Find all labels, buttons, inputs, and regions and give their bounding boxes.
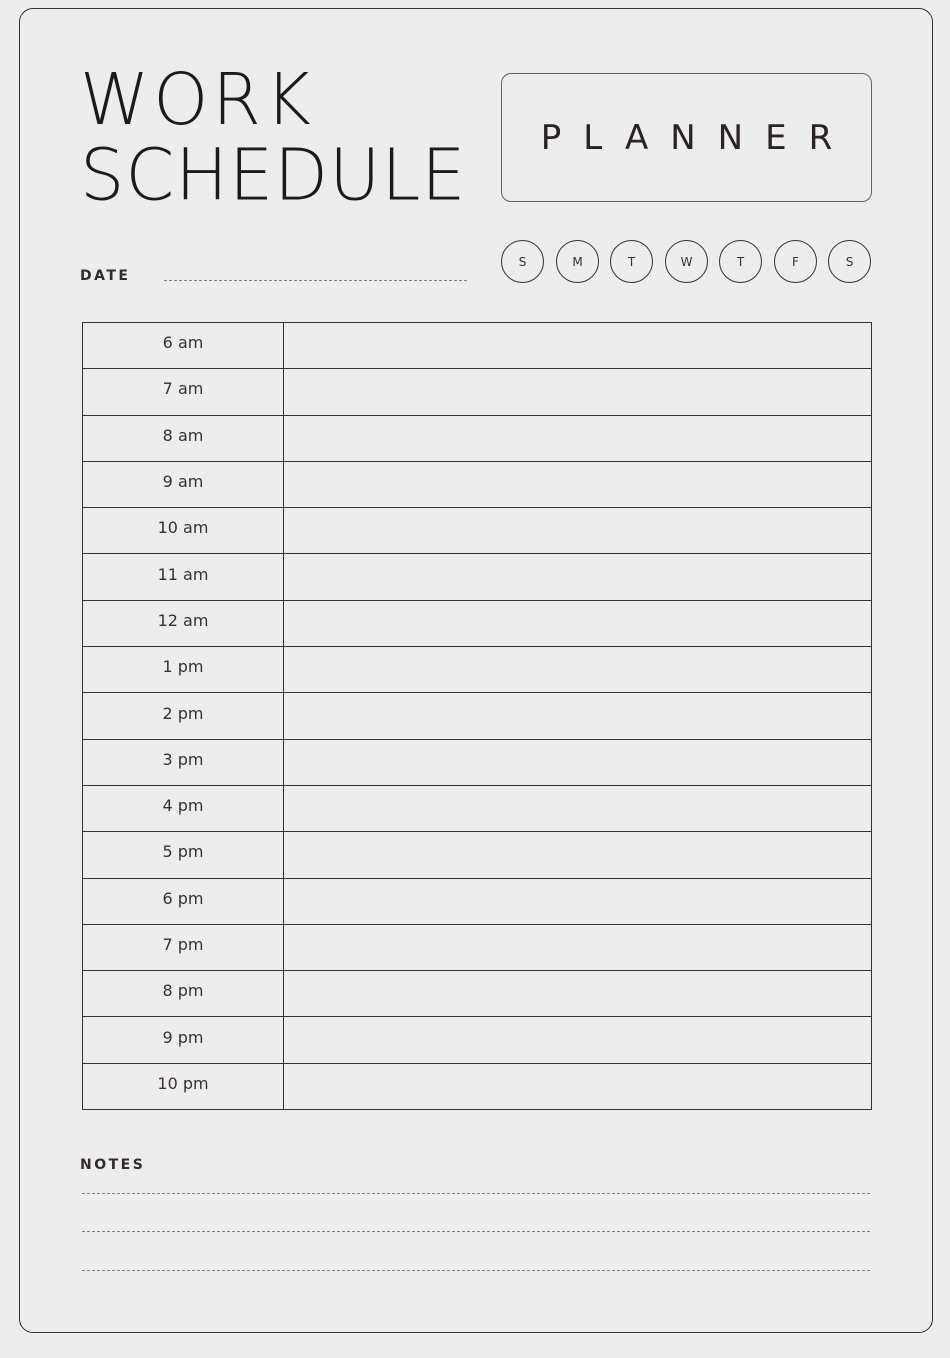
time-slot-label: 6 am: [83, 323, 284, 369]
schedule-row: [83, 693, 872, 739]
time-slot-label: 5 pm: [83, 832, 284, 878]
schedule-table: [82, 322, 872, 1110]
title-line-1: WORK: [80, 57, 315, 142]
notes-line[interactable]: [82, 1231, 870, 1232]
time-slot-label: 10 pm: [83, 1063, 284, 1109]
time-slot-label: 4 pm: [83, 785, 284, 831]
schedule-row: [83, 461, 872, 507]
weekday-selector: [501, 240, 872, 285]
time-slot-label: 2 pm: [83, 693, 284, 739]
schedule-row: [83, 924, 872, 970]
schedule-row: [83, 739, 872, 785]
schedule-entry-cell[interactable]: [284, 554, 872, 600]
planner-badge-label: PLANNER: [540, 117, 855, 158]
schedule-entry-cell[interactable]: [284, 508, 872, 554]
day-circle-saturday[interactable]: S: [828, 240, 871, 283]
day-circle-friday[interactable]: F: [774, 240, 817, 283]
schedule-row: [83, 1063, 872, 1109]
schedule-entry-cell[interactable]: [284, 785, 872, 831]
schedule-row: [83, 832, 872, 878]
time-slot-label: 8 pm: [83, 971, 284, 1017]
day-circle-sunday[interactable]: S: [501, 240, 544, 283]
notes-label: NOTES: [80, 1157, 146, 1173]
schedule-entry-cell[interactable]: [284, 647, 872, 693]
time-slot-label: 11 am: [83, 554, 284, 600]
date-input-line[interactable]: [164, 280, 467, 281]
schedule-row: [83, 971, 872, 1017]
time-slot-label: 10 am: [83, 508, 284, 554]
page-title: [80, 57, 467, 218]
schedule-entry-cell[interactable]: [284, 1017, 872, 1063]
time-slot-label: 1 pm: [83, 647, 284, 693]
day-circle-tuesday[interactable]: T: [610, 240, 653, 283]
day-circle-thursday[interactable]: T: [719, 240, 762, 283]
time-slot-label: 12 am: [83, 600, 284, 646]
schedule-entry-cell[interactable]: [284, 971, 872, 1017]
schedule-entry-cell[interactable]: [284, 461, 872, 507]
schedule-row: [83, 647, 872, 693]
day-circle-monday[interactable]: M: [556, 240, 599, 283]
schedule-entry-cell[interactable]: [284, 878, 872, 924]
planner-badge: [501, 73, 872, 202]
schedule-row: [83, 415, 872, 461]
schedule-row: [83, 323, 872, 369]
schedule-row: [83, 600, 872, 646]
schedule-entry-cell[interactable]: [284, 693, 872, 739]
schedule-entry-cell[interactable]: [284, 1063, 872, 1109]
schedule-row: [83, 1017, 872, 1063]
time-slot-label: 3 pm: [83, 739, 284, 785]
title-line-2: SCHEDULE: [80, 133, 467, 218]
date-label: DATE: [80, 268, 131, 284]
schedule-row: [83, 785, 872, 831]
schedule-entry-cell[interactable]: [284, 739, 872, 785]
time-slot-label: 7 am: [83, 369, 284, 415]
notes-line[interactable]: [82, 1193, 870, 1194]
day-circle-wednesday[interactable]: W: [665, 240, 708, 283]
schedule-row: [83, 369, 872, 415]
schedule-entry-cell[interactable]: [284, 323, 872, 369]
schedule-row: [83, 878, 872, 924]
schedule-row: [83, 554, 872, 600]
time-slot-label: 7 pm: [83, 924, 284, 970]
schedule-row: [83, 508, 872, 554]
time-slot-label: 9 am: [83, 461, 284, 507]
schedule-entry-cell[interactable]: [284, 832, 872, 878]
schedule-entry-cell[interactable]: [284, 600, 872, 646]
schedule-entry-cell[interactable]: [284, 415, 872, 461]
schedule-entry-cell[interactable]: [284, 924, 872, 970]
time-slot-label: 8 am: [83, 415, 284, 461]
schedule-entry-cell[interactable]: [284, 369, 872, 415]
time-slot-label: 9 pm: [83, 1017, 284, 1063]
notes-line[interactable]: [82, 1270, 870, 1271]
time-slot-label: 6 pm: [83, 878, 284, 924]
